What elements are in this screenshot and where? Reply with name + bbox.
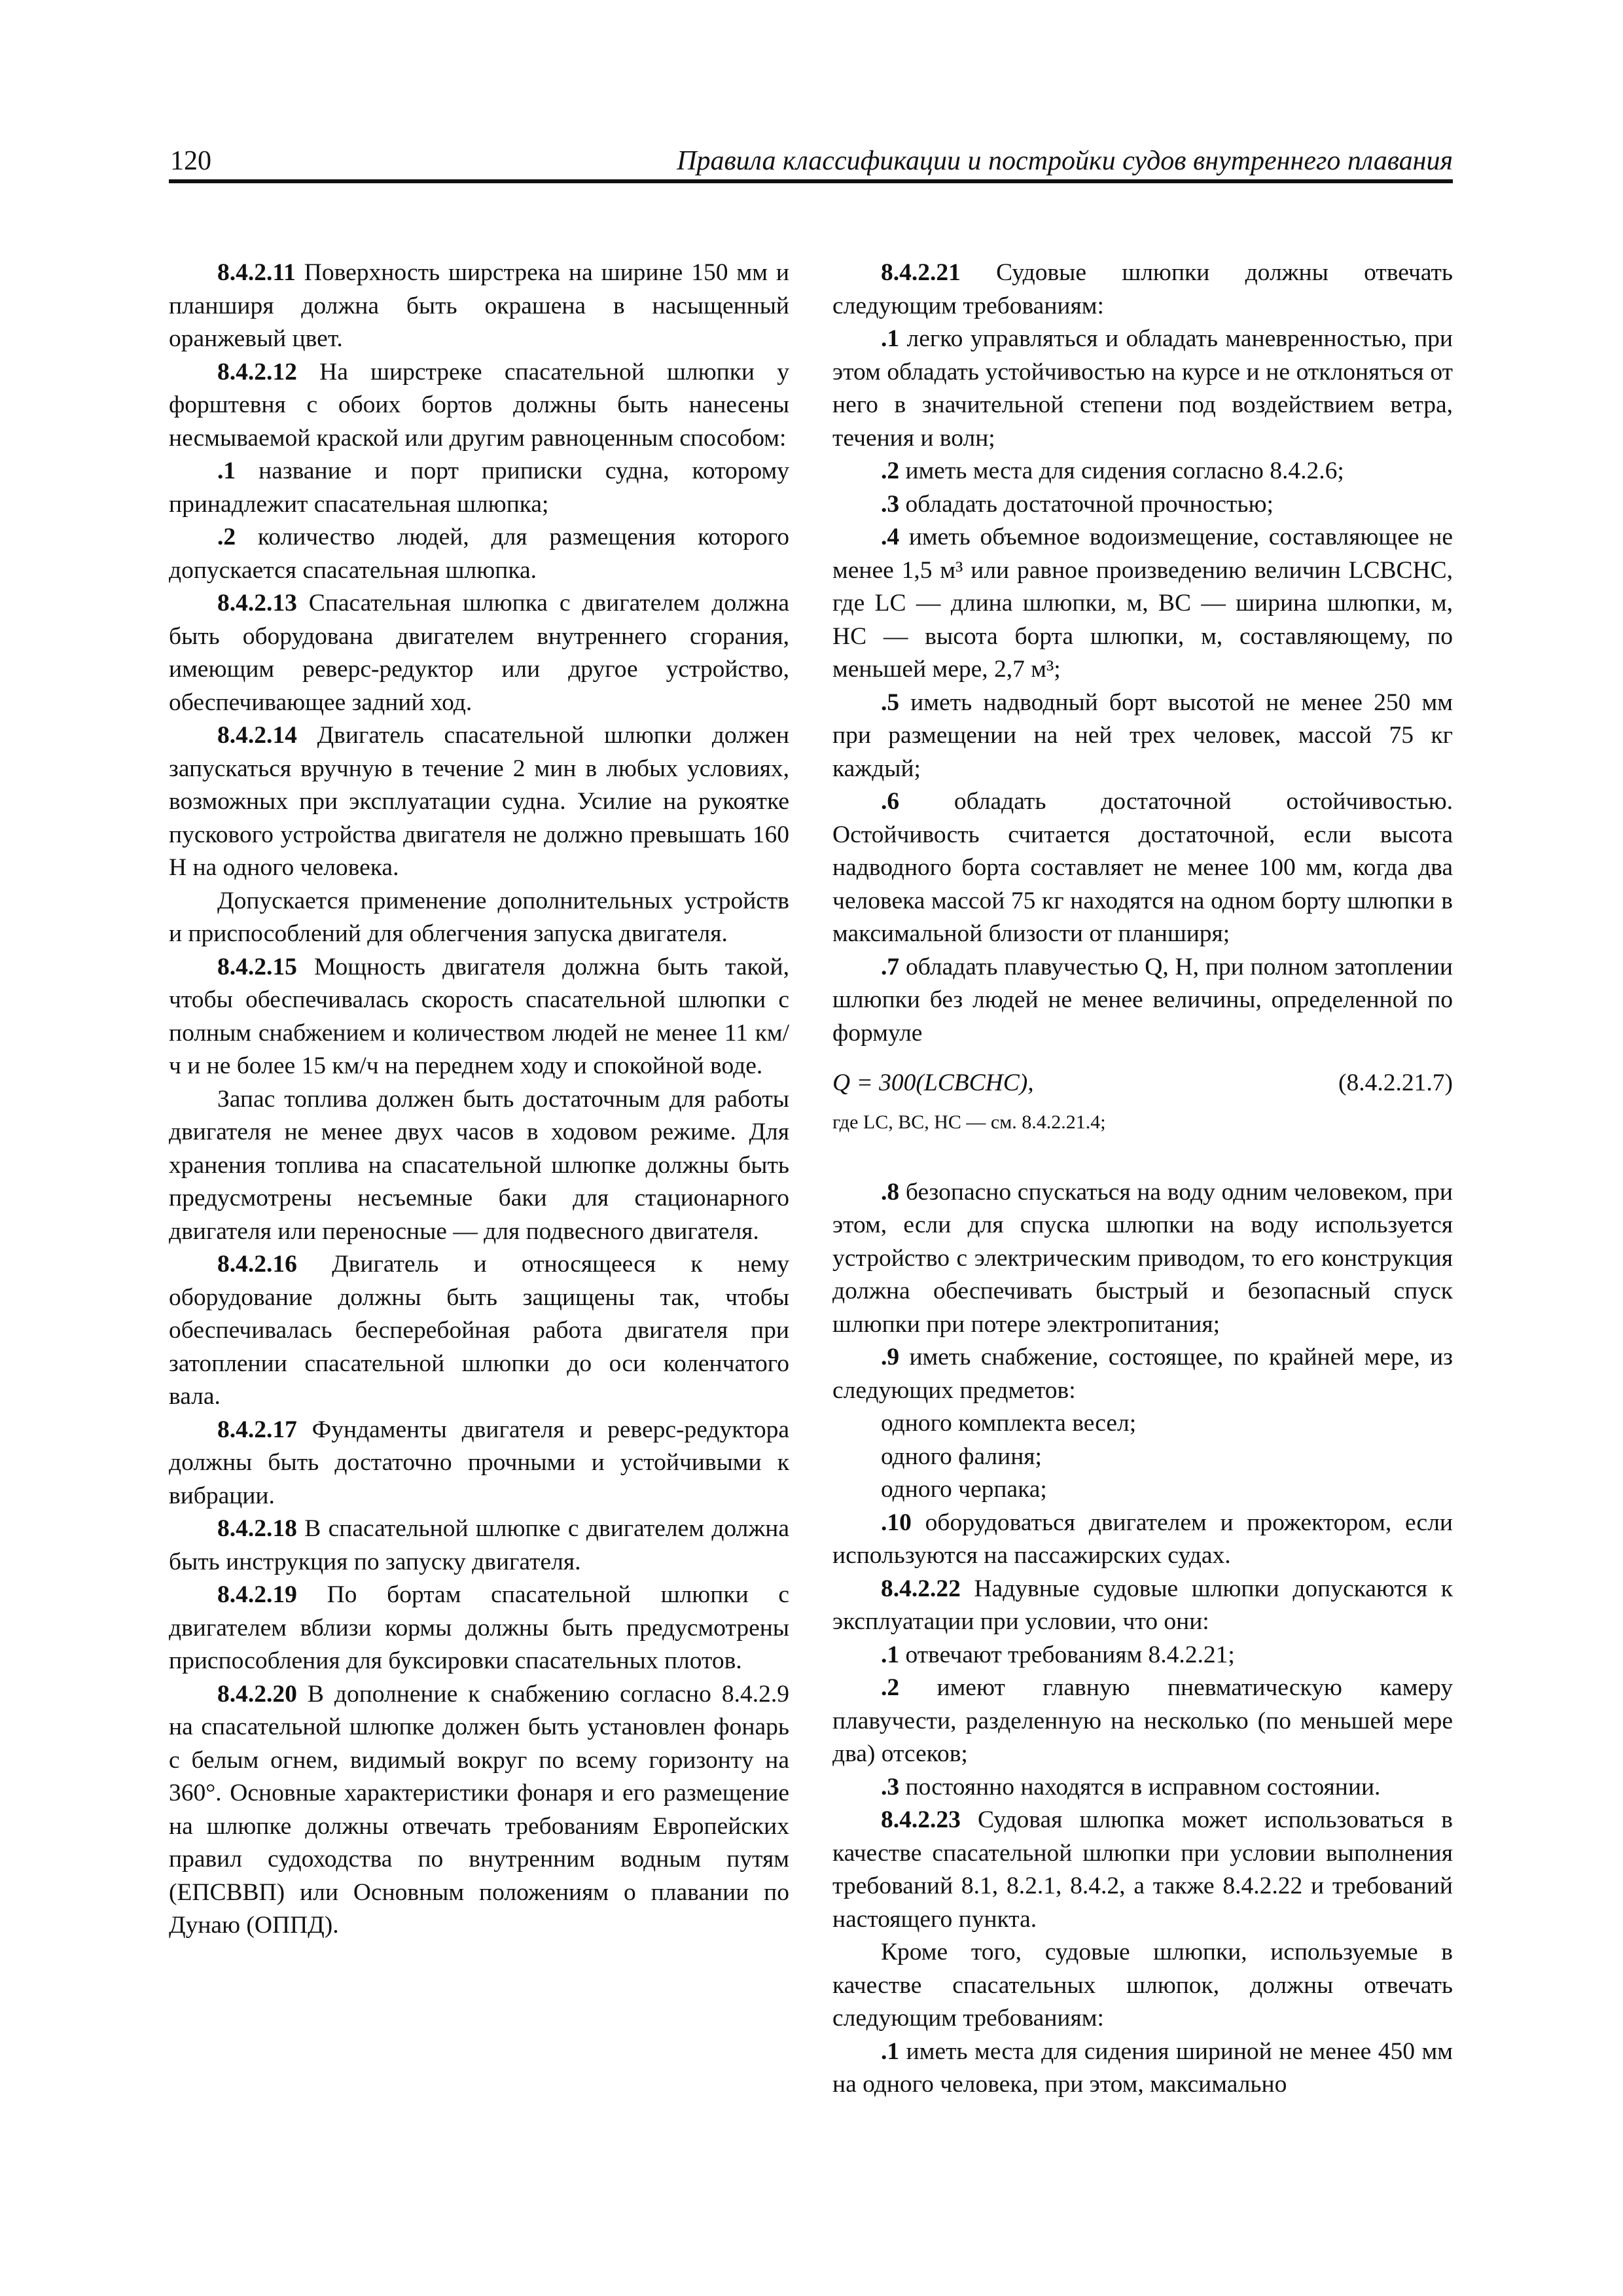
list-item [832,323,1453,455]
clause-8-4-2-20 [169,1678,789,1943]
clause-number: 8.4.2.11 [217,259,296,286]
list-item [169,521,789,587]
list-item [832,951,1453,1050]
clause-text: По бортам спасательной шлюпки с двигателем вблизи кормы должны быть предусмотрены приспособления для буксировки спасательных плотов. [169,1581,789,1674]
running-title: Правила классификации и постройки судов внутреннего плавания [677,146,1453,176]
clause-8-4-2-14 [169,719,789,885]
list-item [832,1672,1453,1771]
item-number: .2 [881,1674,900,1701]
item-number: .3 [881,490,900,518]
clause-text: На ширстреке спасательной шлюпки у форштевня с обоих бортов должны быть нанесены несмываемой краской или другим равноценным способом: [169,358,789,452]
list-item [832,521,1453,687]
item-number: .6 [881,788,900,815]
clause-text: В дополнение к снабжению согласно 8.4.2.9 на спасательной шлюпке должен быть установлен фонарь с белым огнем, видимый вокруг по всему горизонту на 360°. Основные характеристики фонаря и его размещение на шлюпке должны отвечать требованиям Европейских правил судоходства по внутренним водным путям (ЕПСВВП) или Основным положениям о плавании по Дунаю (ОППД). [169,1680,789,1939]
clause-8-4-2-11 [169,257,789,356]
item-number: .2 [881,457,900,484]
clause-text: Мощность двигателя должна быть такой, чтобы обеспечивалась скорость спасательной шлюпки с полным снабжением и количеством людей не менее 11 км/ч и не более 15 км/ч на переднем ходу и спокойной воде. [169,953,789,1079]
paragraph: Кроме того, судовые шлюпки, используемые в качестве спасательных шлюпок, должны отвечать следующим требованиям: [832,1939,1453,2032]
item-text: обладать достаточной прочностью; [899,490,1274,518]
clause-number: 8.4.2.12 [217,358,297,386]
formula: Q = 300(LCBCHC), [832,1069,1034,1096]
clause-text: Поверхность ширстрека на ширине 150 мм и планширя должна быть окрашена в насыщенный оранжевый цвет. [169,259,789,352]
clause-number: 8.4.2.14 [217,722,297,749]
clause-8-4-2-19 [169,1579,789,1678]
list-item [832,455,1453,488]
item-text: обладать достаточной остойчивостью. Остойчивость считается достаточной, если высота надводного борта составляет не менее 100 мм, когда два человека массой 75 кг находятся на одном борту шлюпки в максимальной близости от планширя; [832,788,1453,947]
list-item [832,1507,1453,1573]
item-text: имеют главную пневматическую камеру плавучести, разделенную на несколько (по меньшей мере два) отсеков; [832,1674,1453,1767]
clause-8-4-2-22 [832,1573,1453,1639]
paragraph: Запас топлива должен быть достаточным для работы двигателя не менее двух часов в ходовом режиме. Для хранения топлива на спасательной шлюпке должны быть предусмотрены несъемные баки для стационарного двигателя или переносные — для подвесного двигателя. [169,1085,789,1245]
clause-8-4-2-15 [169,951,789,1083]
running-header [169,143,1453,183]
clause-number: 8.4.2.19 [217,1581,297,1608]
clause-8-4-2-13 [169,587,789,719]
list-item [169,455,789,521]
list-item [832,1176,1453,1342]
item-number: .1 [881,2037,900,2065]
list-item [832,687,1453,786]
clause-text: Спасательная шлюпка с двигателем должна быть оборудована двигателем внутреннего сгорания, имеющим реверс-редуктор или другое устройство, обеспечивающее задний ход. [169,590,789,716]
right-column [832,257,1453,2102]
formula-number: (8.4.2.21.7) [1338,1069,1453,1096]
clause-number: 8.4.2.13 [217,590,297,617]
item-text: легко управляться и обладать маневренностью, при этом обладать устойчивостью на курсе и не отклоняться от него в значительной степени под воздействием ветра, течения и волн; [832,325,1453,452]
item-number: .9 [881,1344,900,1371]
item-number: .7 [881,953,900,980]
clause-8-4-2-17 [169,1414,789,1513]
list-item [832,1341,1453,1407]
item-number: .2 [217,524,236,550]
clause-text: Фундаменты двигателя и реверс-редуктора должны быть достаточно прочными и устойчивыми к вибрации. [169,1416,789,1509]
item-text: постоянно находятся в исправном состоянии. [899,1773,1381,1801]
clause-number: 8.4.2.22 [881,1575,961,1602]
clause-number: 8.4.2.16 [217,1251,297,1278]
item-text: иметь места для сидения шириной не менее 450 мм на одного человека, при этом, максимально [832,2037,1453,2098]
left-column [169,257,789,1943]
item-number: .8 [881,1178,900,1206]
clause-number: 8.4.2.18 [217,1515,297,1542]
item-number: .4 [881,524,900,550]
sub-item: одного комплекта весел; [881,1410,1137,1437]
item-text: количество людей, для размещения которого допускается спасательная шлюпка. [169,524,789,584]
item-number: .1 [881,1641,900,1668]
item-text: обладать плавучестью Q, Н, при полном затоплении шлюпки без людей не менее величины, определенной по формуле [832,953,1453,1047]
clause-8-4-2-23 [832,1804,1453,1936]
item-text: иметь места для сидения согласно 8.4.2.6; [899,457,1344,484]
clause-8-4-2-18 [169,1513,789,1579]
item-number: .1 [217,457,236,484]
item-text: оборудоваться двигателем и прожектором, если используются на пассажирских судах. [832,1509,1453,1569]
formula-row [832,1067,1453,1100]
item-text: иметь надводный борт высотой не менее 250 мм при размещении на ней трех человек, массой 75 кг каждый; [832,689,1453,782]
list-item [832,488,1453,522]
clause-number: 8.4.2.20 [217,1680,297,1708]
clause-text: Двигатель и относящееся к нему оборудование должны быть защищены так, чтобы обеспечивалась бесперебойная работа двигателя при затоплении спасательной шлюпки до оси коленчатого вала. [169,1251,789,1410]
clause-text: Судовые шлюпки должны отвечать следующим требованиям: [832,259,1453,319]
clause-text: Надувные судовые шлюпки допускаются к эксплуатации при условии, что они: [832,1575,1453,1635]
item-text: иметь объемное водоизмещение, составляющее не менее 1,5 м³ или равное произведению величин LCBCHC, где LC — длина шлюпки, м, BC — ширина шлюпки, м, HC — высота борта шлюпки, м, составляющему, по меньшей мере, 2,7 м³; [832,524,1453,683]
sub-item: одного черпака; [881,1476,1047,1503]
list-item [832,785,1453,951]
item-text: безопасно спускаться на воду одним человеком, при этом, если для спуска шлюпки на воду используется устройство с электрическим приводом, то его конструкция должна обеспечивать быстрый и безопасный спуск шлюпки при потере электропитания; [832,1178,1453,1338]
item-number: .5 [881,689,900,716]
clause-number: 8.4.2.23 [881,1806,961,1833]
clause-8-4-2-16 [169,1248,789,1414]
item-number: .3 [881,1773,900,1801]
clause-number: 8.4.2.17 [217,1416,297,1443]
paragraph: Допускается применение дополнительных устройств и приспособлений для облегчения запуска двигателя. [169,887,789,947]
list-item [832,2036,1453,2102]
clause-text: Двигатель спасательной шлюпки должен запускаться вручную в течение 2 мин в любых условиях, возможных при эксплуатации судна. Усилие на рукоятке пускового устройства двигателя не должно превышать 160 Н на одного человека. [169,722,789,881]
list-item [832,1639,1453,1672]
clause-number: 8.4.2.15 [217,953,297,980]
item-number: .10 [881,1509,912,1536]
formula-note: где LC, BC, HC — см. 8.4.2.21.4; [832,1111,1106,1133]
clause-text: В спасательной шлюпке с двигателем должна быть инструкция по запуску двигателя. [169,1515,789,1575]
item-text: название и порт приписки судна, которому принадлежит спасательная шлюпка; [169,457,789,518]
item-text: отвечают требованиям 8.4.2.21; [899,1641,1235,1668]
clause-text: Судовая шлюпка может использоваться в качестве спасательной шлюпки при условии выполнения требований 8.1, 8.2.1, 8.4.2, а также 8.4.2.22 и требований настоящего пункта. [832,1806,1453,1933]
clause-8-4-2-12 [169,356,789,456]
clause-8-4-2-21 [832,257,1453,323]
sub-item: одного фалиня; [881,1443,1042,1470]
item-text: иметь снабжение, состоящее, по крайней мере, из следующих предметов: [832,1344,1453,1404]
list-item [832,1771,1453,1804]
clause-number: 8.4.2.21 [881,259,961,286]
item-number: .1 [881,325,900,352]
page-number: 120 [170,146,211,176]
